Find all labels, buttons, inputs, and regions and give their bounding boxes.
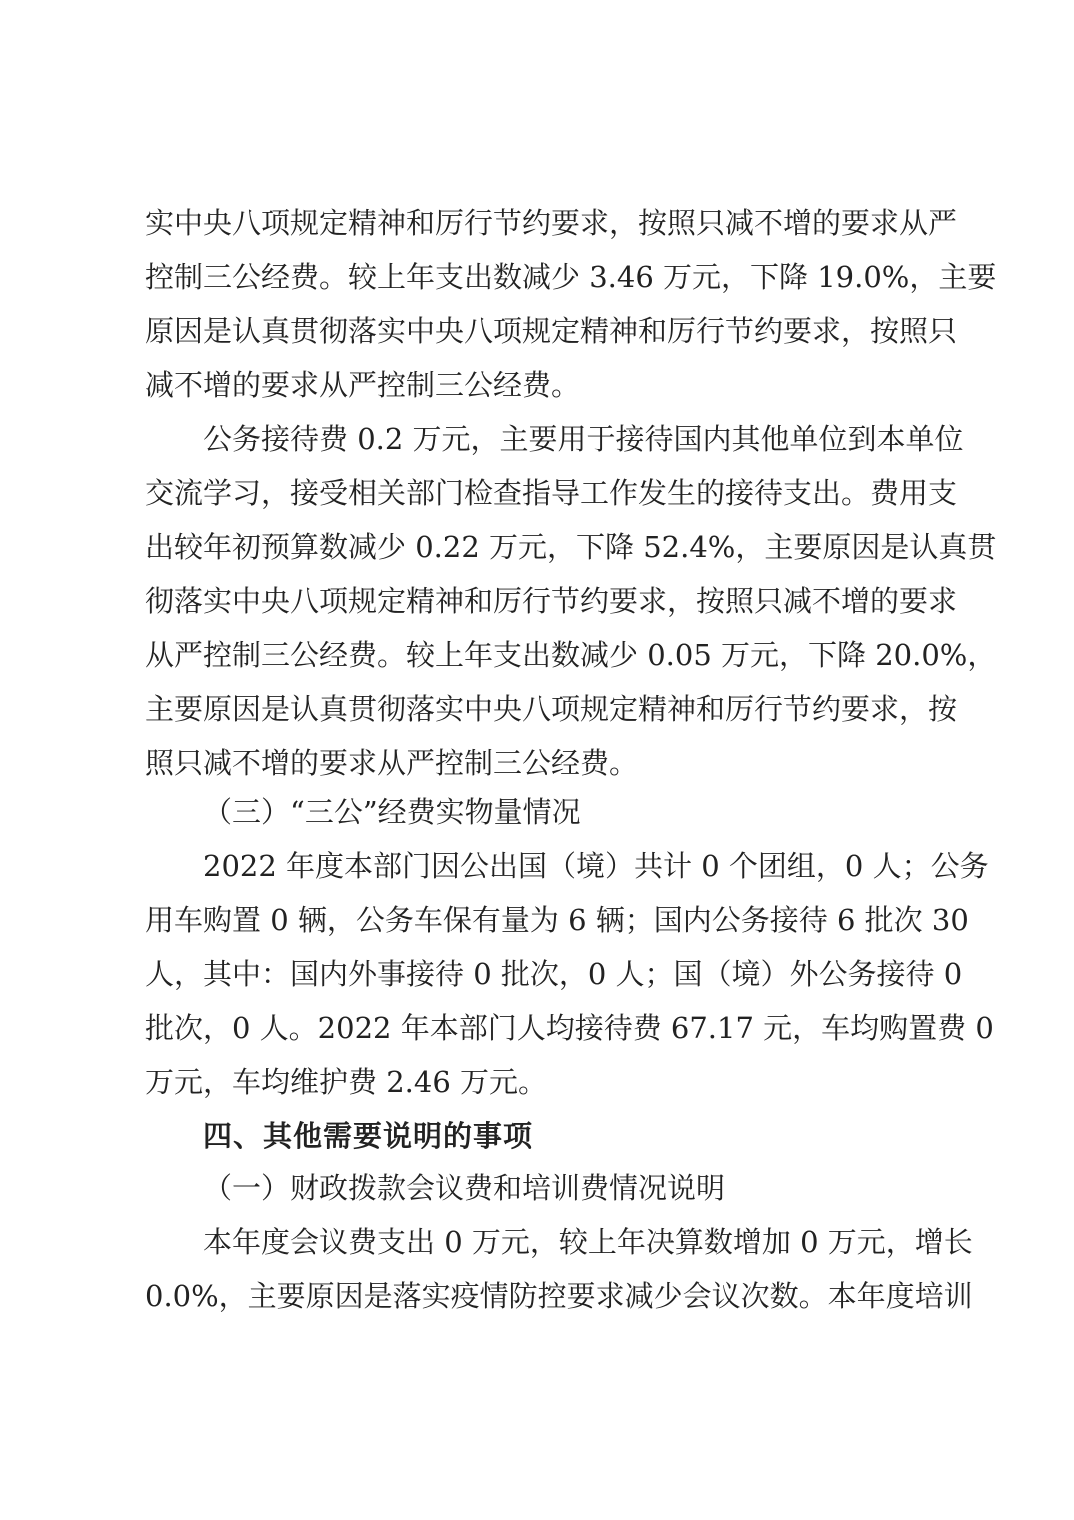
paragraph-line: 照只减不增的要求从严控制三公经费。: [145, 746, 639, 780]
paragraph-line: 减不增的要求从严控制三公经费。: [145, 368, 581, 402]
paragraph-line: 公务接待费 0.2 万元，主要用于接待国内其他单位到本单位: [203, 422, 964, 456]
section-heading: 四、其他需要说明的事项: [203, 1119, 534, 1153]
paragraph-line: 批次，0 人。2022 年本部门人均接待费 67.17 元，车均购置费 0: [145, 1011, 994, 1045]
paragraph-line: 0.0%，主要原因是落实疫情防控要求减少会议次数。本年度培训: [145, 1279, 973, 1313]
paragraph-line: 从严控制三公经费。较上年支出数减少 0.05 万元，下降 20.0%，: [145, 638, 997, 672]
subsection-heading: （三）“三公”经费实物量情况: [203, 795, 581, 829]
paragraph-line: 2022 年度本部门因公出国（境）共计 0 个团组，0 人；公务: [203, 849, 989, 883]
subsection-heading: （一）财政拨款会议费和培训费情况说明: [203, 1171, 726, 1205]
paragraph-line: 用车购置 0 辆，公务车保有量为 6 辆；国内公务接待 6 批次 30: [145, 903, 969, 937]
paragraph-line: 原因是认真贯彻落实中央八项规定精神和厉行节约要求，按照只: [145, 314, 958, 348]
paragraph-line: 万元，车均维护费 2.46 万元。: [145, 1065, 548, 1099]
paragraph-line: 出较年初预算数减少 0.22 万元，下降 52.4%，主要原因是认真贯: [145, 530, 997, 564]
paragraph-line: 控制三公经费。较上年支出数减少 3.46 万元，下降 19.0%，主要: [145, 260, 997, 294]
paragraph-line: 交流学习，接受相关部门检查指导工作发生的接待支出。费用支: [145, 476, 958, 510]
paragraph-line: 彻落实中央八项规定精神和厉行节约要求，按照只减不增的要求: [145, 584, 958, 618]
paragraph-line: 主要原因是认真贯彻落实中央八项规定精神和厉行节约要求，按: [145, 692, 958, 726]
paragraph-line: 实中央八项规定精神和厉行节约要求，按照只减不增的要求从严: [145, 206, 958, 240]
paragraph-line: 人，其中：国内外事接待 0 批次，0 人；国（境）外公务接待 0: [145, 957, 963, 991]
paragraph-line: 本年度会议费支出 0 万元，较上年决算数增加 0 万元，增长: [203, 1225, 973, 1259]
